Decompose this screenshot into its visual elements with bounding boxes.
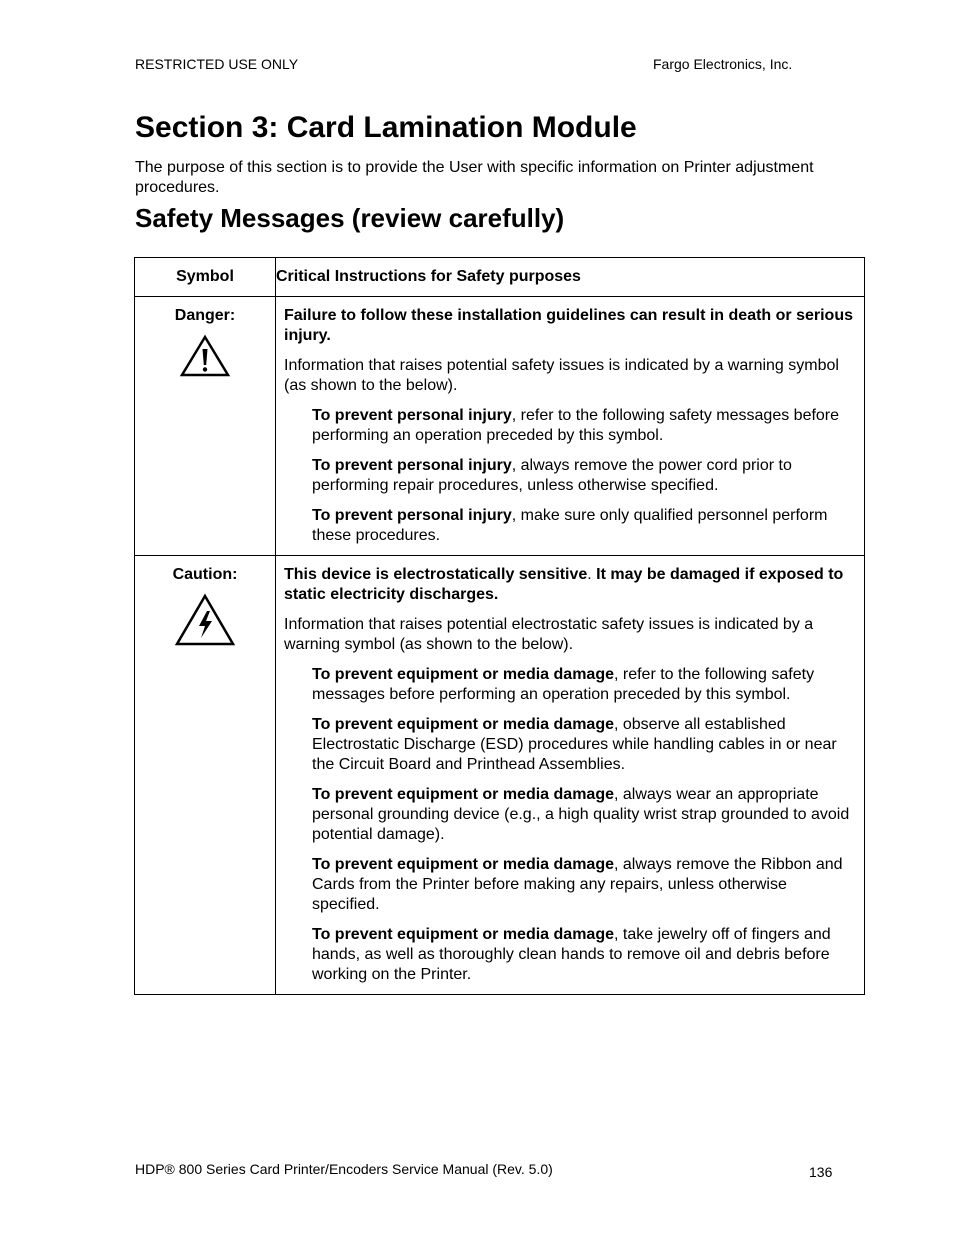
caution-item-text: , observe all established Electrostatic Discharge (ESD) procedures while handling cables in or near the Circuit Board and Printhead Assemblies. <box>312 716 837 773</box>
danger-instructions-cell <box>276 297 865 556</box>
danger-item <box>312 456 856 496</box>
caution-lead-separator: . <box>587 566 597 583</box>
danger-lead: Failure to follow these installation guidelines can result in death or serious injury. <box>284 307 853 344</box>
danger-item-bold: To prevent personal injury <box>312 457 512 474</box>
footer-page-number: 136 <box>809 1164 833 1180</box>
caution-lead <box>284 565 856 605</box>
danger-symbol-cell <box>135 297 276 556</box>
caution-item-bold: To prevent equipment or media damage <box>312 926 614 943</box>
caution-item-bold: To prevent equipment or media damage <box>312 666 614 683</box>
caution-item-text: , refer to the following safety messages before performing an operation preceded by this symbol. <box>312 666 815 703</box>
caution-row <box>135 556 865 995</box>
table-header-row <box>135 258 865 297</box>
safety-table <box>134 257 865 995</box>
caution-lead-part-a: This device is electrostatically sensitive <box>284 566 588 583</box>
danger-label: Danger: <box>174 307 236 324</box>
caution-item-bold: To prevent equipment or media damage <box>312 716 614 733</box>
header-restricted: RESTRICTED USE ONLY <box>135 56 299 72</box>
danger-row <box>135 297 865 556</box>
caution-label: Caution: <box>172 566 238 583</box>
caution-item-bold: To prevent equipment or media damage <box>312 786 614 803</box>
intro-paragraph: The purpose of this section is to provide the User with specific information on Printer adjustment procedures. <box>135 159 814 196</box>
section-title: Section 3: Card Lamination Module <box>135 111 637 144</box>
caution-item-text: , take jewelry off of fingers and hands, as well as thoroughly clean hands to remove oil and debris before working on the Printer. <box>312 926 831 983</box>
header-company: Fargo Electronics, Inc. <box>653 56 793 72</box>
caution-item-text: , always wear an appropriate personal grounding device (e.g., a high quality wrist strap grounded to avoid potential damage). <box>312 786 850 843</box>
col-header-instructions: Critical Instructions for Safety purposes <box>276 258 865 297</box>
electrostatic-lightning-icon <box>174 593 236 647</box>
caution-info: Information that raises potential electrostatic safety issues is indicated by a warning symbol (as shown to the below). <box>284 616 814 653</box>
caution-lead-part-b: It may be damaged if exposed to static electricity discharges. <box>284 566 844 603</box>
caution-instructions-cell <box>276 556 865 995</box>
danger-item <box>312 406 856 446</box>
caution-item <box>312 925 856 985</box>
danger-info: Information that raises potential safety issues is indicated by a warning symbol (as shown to the below). <box>284 357 839 394</box>
warning-exclamation-icon <box>179 334 231 378</box>
danger-item-text: , always remove the power cord prior to performing repair procedures, unless otherwise specified. <box>312 457 792 494</box>
caution-item-text: , always remove the Ribbon and Cards from the Printer before making any repairs, unless otherwise specified. <box>312 856 843 913</box>
danger-item-bold: To prevent personal injury <box>312 407 512 424</box>
caution-item <box>312 855 856 915</box>
caution-item <box>312 785 856 845</box>
caution-item-bold: To prevent equipment or media damage <box>312 856 614 873</box>
danger-item-text: , refer to the following safety messages before performing an operation preceded by this symbol. <box>312 407 840 444</box>
safety-subtitle: Safety Messages (review carefully) <box>135 203 565 233</box>
caution-item <box>312 665 856 705</box>
danger-item-text: , make sure only qualified personnel perform these procedures. <box>312 507 828 544</box>
col-header-symbol: Symbol <box>135 258 276 297</box>
caution-symbol-cell <box>135 556 276 995</box>
footer-manual-title: HDP® 800 Series Card Printer/Encoders Service Manual (Rev. 5.0) <box>135 1161 553 1177</box>
danger-item-bold: To prevent personal injury <box>312 507 512 524</box>
caution-item <box>312 715 856 775</box>
danger-item <box>312 506 856 546</box>
